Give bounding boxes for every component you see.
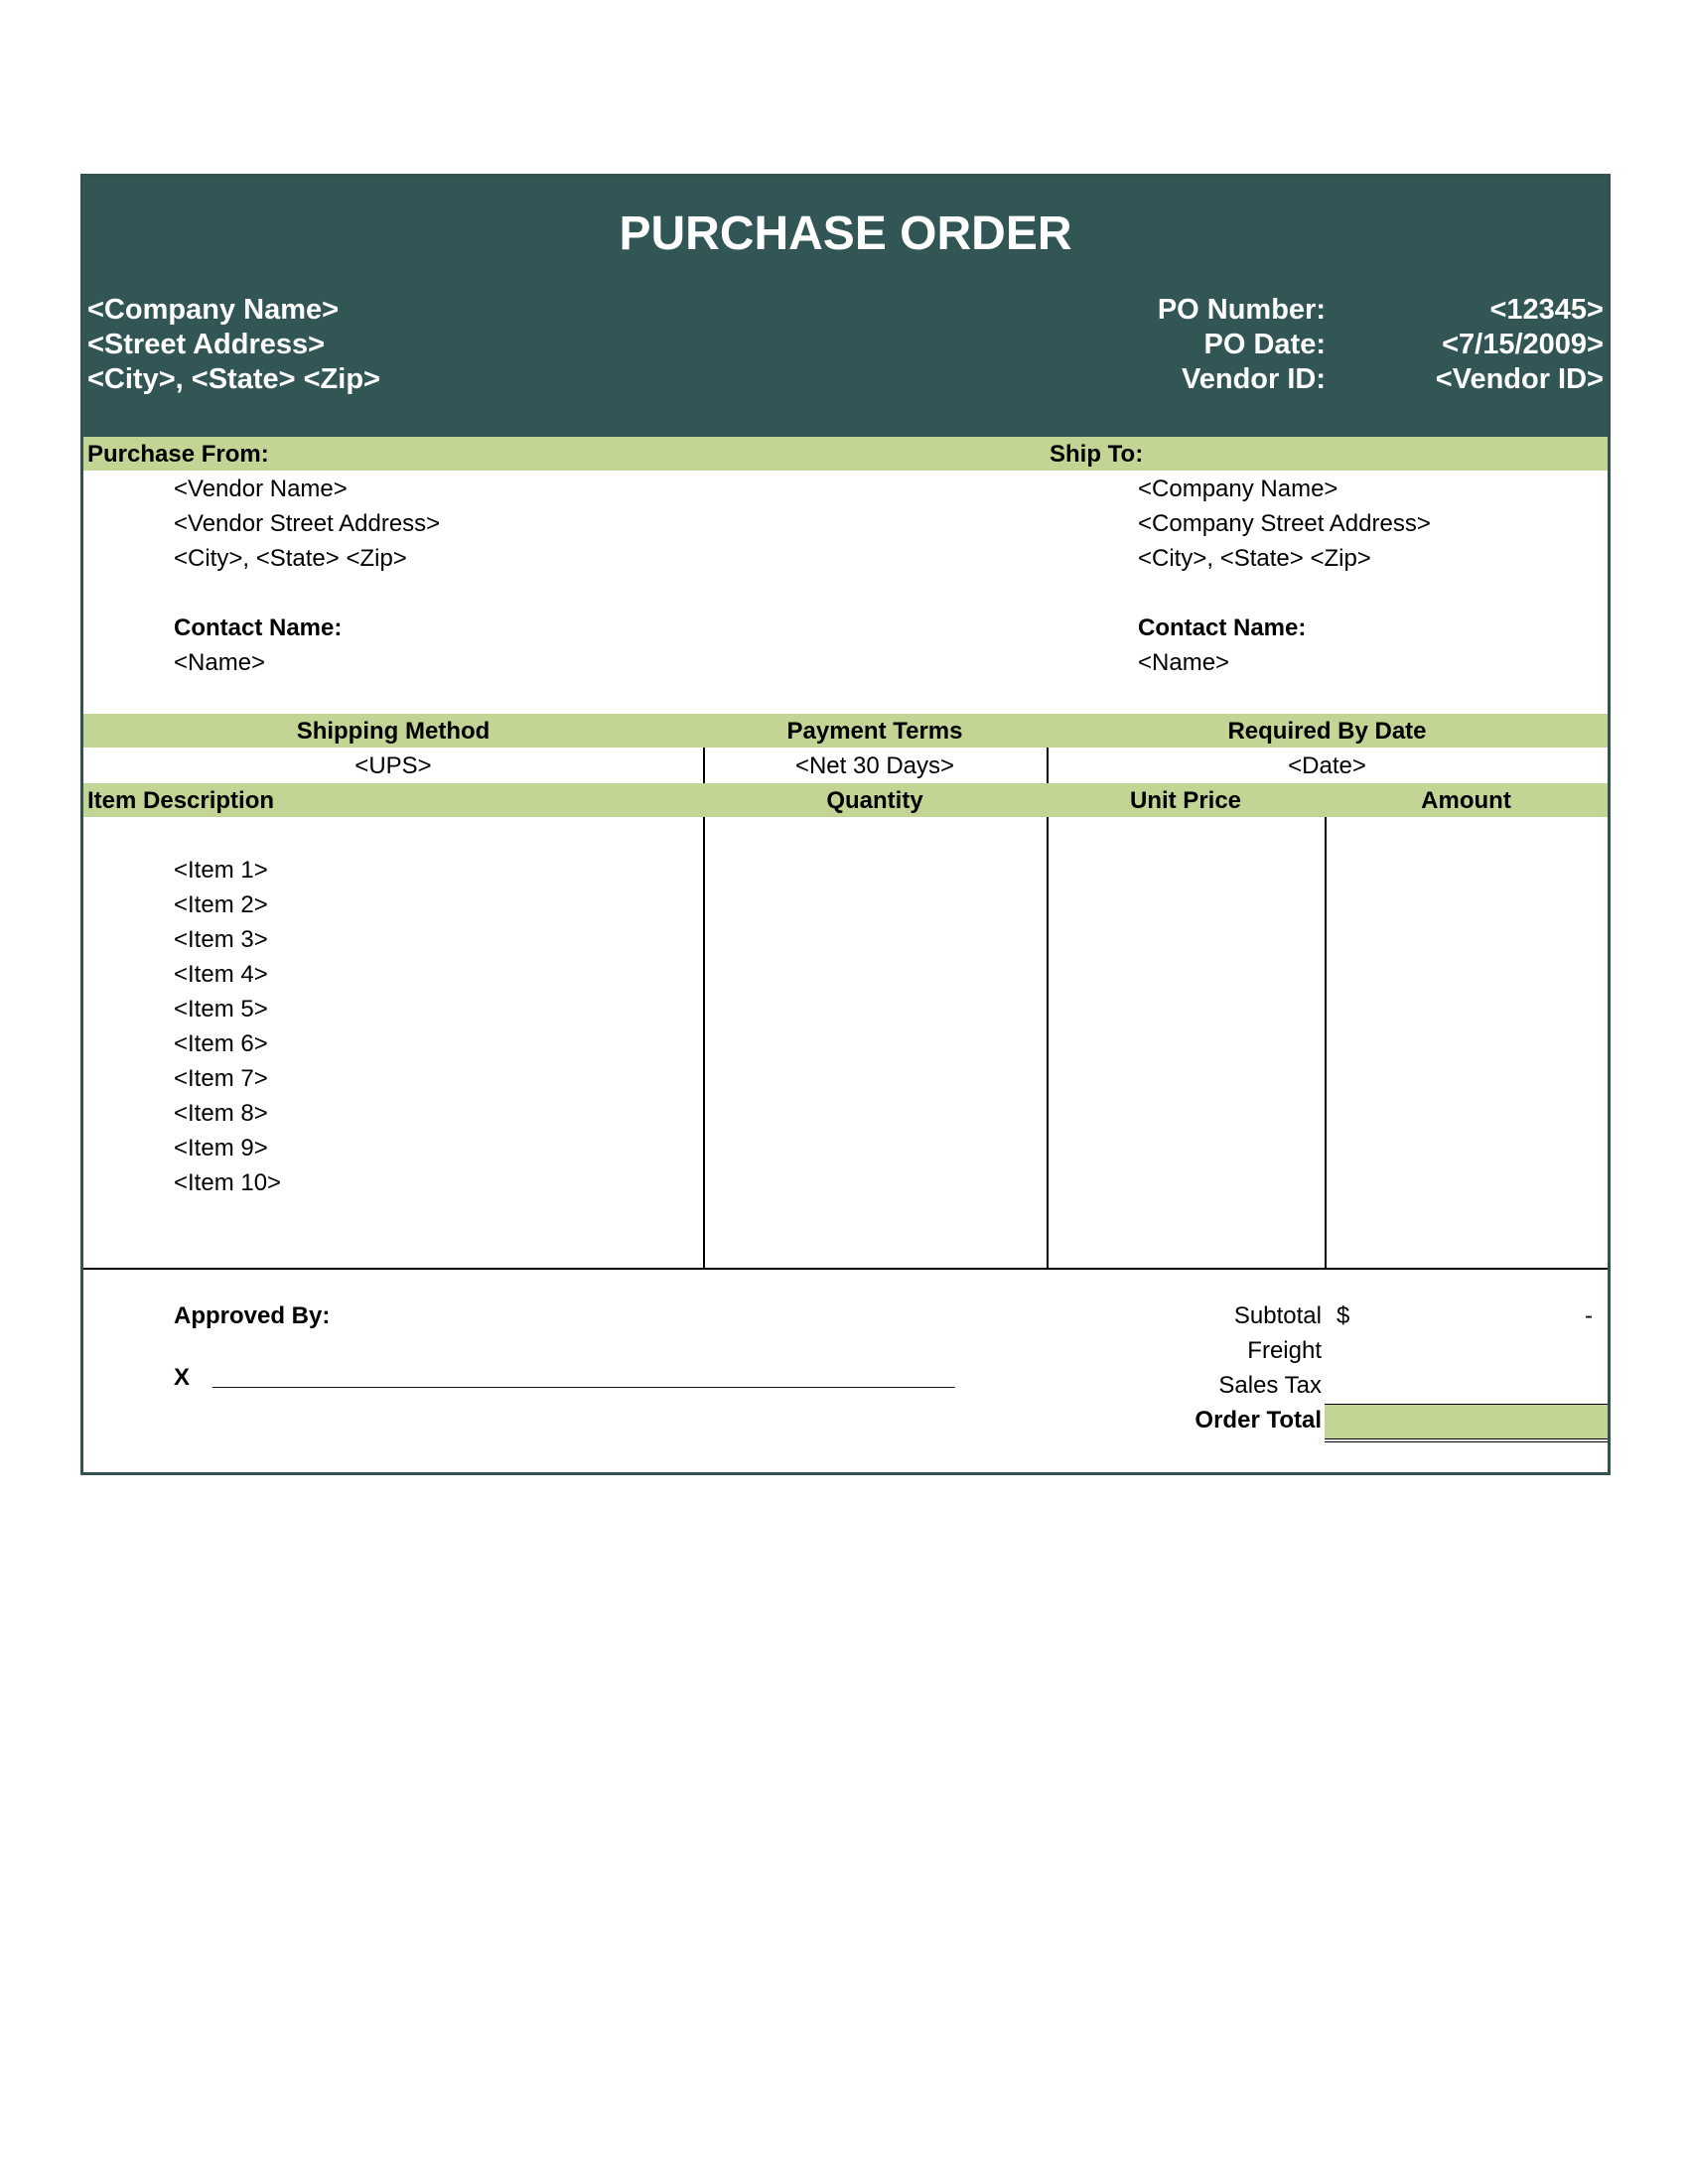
- ship-to-contact-label: Contact Name:: [1138, 614, 1307, 641]
- vendor-id-value: <Vendor ID>: [1435, 363, 1604, 395]
- ship-to-name: <Company Name>: [1138, 476, 1338, 502]
- vendor-contact-label: Contact Name:: [174, 614, 343, 641]
- sales-tax-label: Sales Tax: [1218, 1372, 1322, 1399]
- shipping-divider-2: [1047, 748, 1049, 783]
- shipping-method-value: <UPS>: [354, 752, 432, 779]
- items-bottom-rule: [83, 1268, 1608, 1270]
- currency-symbol: $: [1336, 1302, 1350, 1329]
- vendor-street: <Vendor Street Address>: [174, 510, 441, 537]
- subtotal-value: -: [1585, 1302, 1593, 1329]
- list-item: <Item 1>: [174, 857, 268, 884]
- payment-terms-value: <Net 30 Days>: [794, 752, 955, 779]
- items-divider-quantity: [703, 817, 705, 1269]
- vendor-city-state-zip: <City>, <State> <Zip>: [174, 545, 407, 572]
- ship-to-contact-value: <Name>: [1138, 649, 1230, 676]
- page-title: PURCHASE ORDER: [619, 207, 1072, 260]
- list-item: <Item 9>: [174, 1135, 268, 1161]
- company-city-state-zip: <City>, <State> <Zip>: [87, 363, 380, 395]
- list-item: <Item 4>: [174, 961, 268, 988]
- company-street: <Street Address>: [87, 329, 326, 360]
- list-item: <Item 2>: [174, 891, 268, 918]
- quantity-header: Quantity: [826, 787, 923, 814]
- order-total-rule-2: [1325, 1441, 1608, 1442]
- required-by-date-value: <Date>: [1288, 752, 1366, 779]
- order-total-rule-1: [1325, 1438, 1608, 1439]
- signature-line: ________________________________________________________: [212, 1364, 955, 1391]
- po-number-value: <12345>: [1489, 294, 1604, 326]
- items-divider-unit-price: [1047, 817, 1049, 1269]
- list-item: <Item 3>: [174, 926, 268, 953]
- addresses-band: [83, 437, 1608, 471]
- list-item: <Item 5>: [174, 996, 268, 1023]
- shipping-divider-1: [703, 748, 705, 783]
- ship-to-heading: Ship To:: [1050, 441, 1144, 468]
- header-banner: [83, 177, 1608, 437]
- list-item: <Item 8>: [174, 1100, 268, 1127]
- po-date-label: PO Date:: [1203, 329, 1326, 360]
- unit-price-header: Unit Price: [1129, 787, 1242, 814]
- po-number-label: PO Number:: [1157, 294, 1326, 326]
- ship-to-city-state-zip: <City>, <State> <Zip>: [1138, 545, 1371, 572]
- company-name: <Company Name>: [87, 294, 340, 326]
- vendor-id-label: Vendor ID:: [1181, 363, 1326, 395]
- amount-header: Amount: [1421, 787, 1511, 814]
- item-description-header: Item Description: [87, 787, 275, 814]
- shipping-method-header: Shipping Method: [296, 718, 491, 745]
- order-total-label: Order Total: [1195, 1407, 1322, 1433]
- list-item: <Item 6>: [174, 1030, 268, 1057]
- po-date-value: <7/15/2009>: [1442, 329, 1604, 360]
- order-total-value-cell: [1325, 1405, 1608, 1438]
- approved-by-label: Approved By:: [174, 1302, 331, 1329]
- vendor-contact-value: <Name>: [174, 649, 266, 676]
- items-divider-amount: [1325, 817, 1327, 1269]
- purchase-from-heading: Purchase From:: [87, 441, 269, 468]
- signature-x-mark: X: [174, 1364, 191, 1391]
- vendor-name: <Vendor Name>: [174, 476, 348, 502]
- list-item: <Item 7>: [174, 1065, 268, 1092]
- required-by-date-header: Required By Date: [1227, 718, 1427, 745]
- purchase-order-form: [80, 174, 1611, 1475]
- payment-terms-header: Payment Terms: [786, 718, 963, 745]
- ship-to-street: <Company Street Address>: [1138, 510, 1431, 537]
- freight-label: Freight: [1247, 1337, 1322, 1364]
- subtotal-label: Subtotal: [1233, 1302, 1322, 1329]
- list-item: <Item 10>: [174, 1169, 282, 1196]
